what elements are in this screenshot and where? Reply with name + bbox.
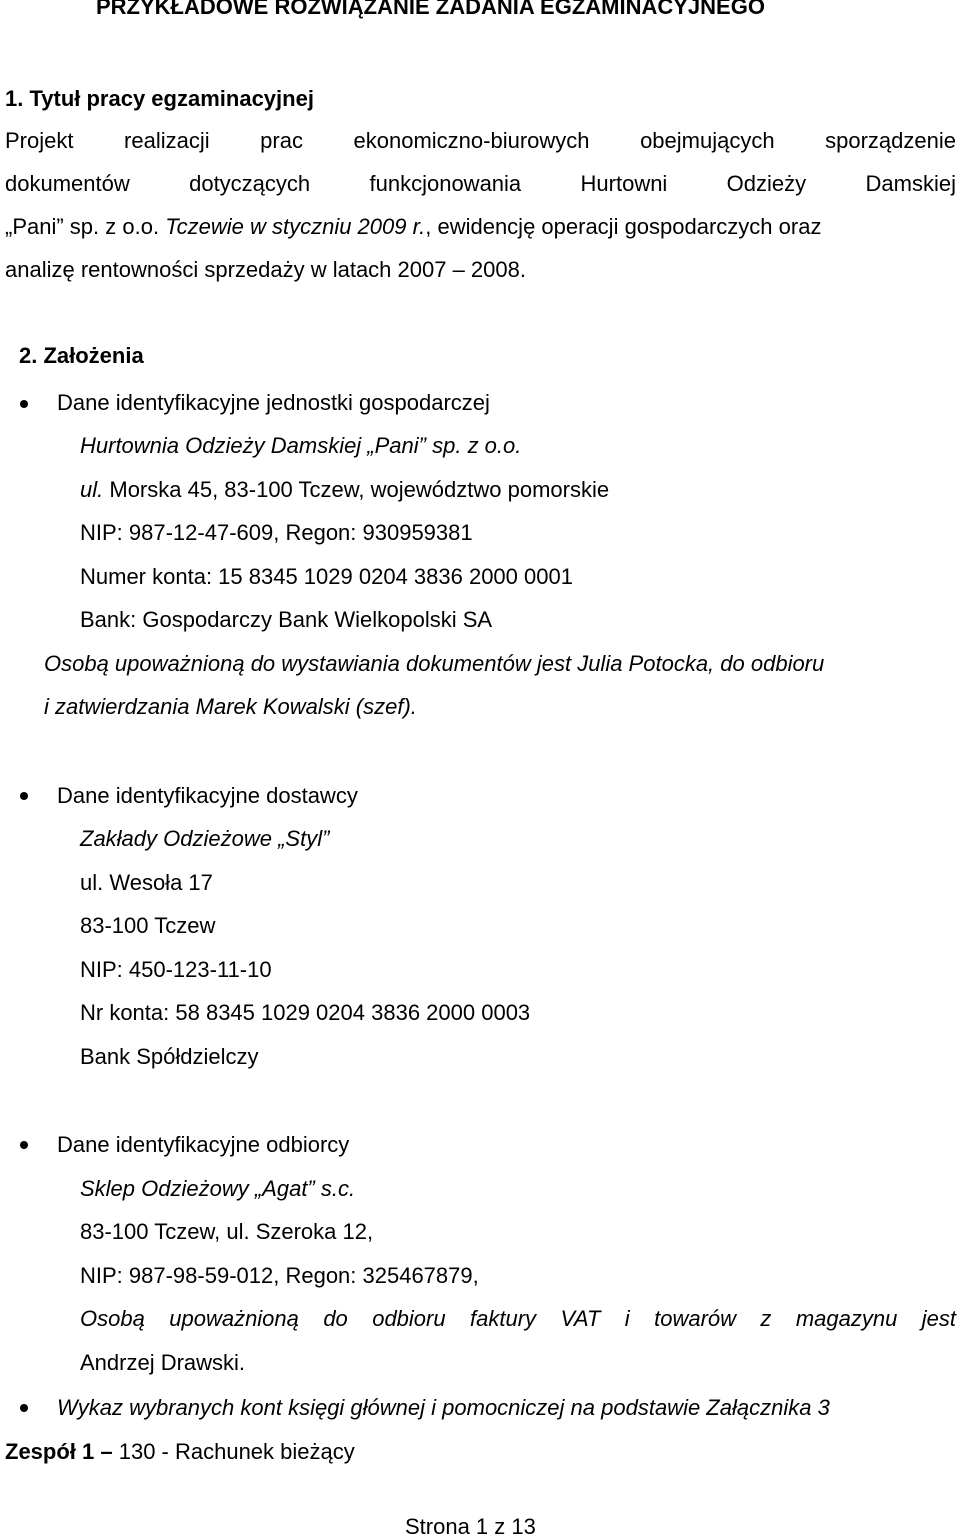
text-span: , ewidencję operacji gospodarczych oraz: [425, 214, 822, 239]
supplier-bank: Bank Spółdzielczy: [80, 1044, 259, 1069]
title-line-2: [5, 171, 956, 197]
word: Damskiej: [865, 171, 956, 196]
company-name: „Pani” sp. z o.o.: [5, 214, 160, 239]
supplier-nip: NIP: 450-123-11-10: [80, 957, 272, 982]
word: magazynu: [795, 1306, 898, 1331]
bullet: [20, 400, 28, 408]
supplier-account: Nr konta: 58 8345 1029 0204 3836 2000 0003: [80, 1000, 531, 1025]
word: dotyczących: [189, 171, 311, 196]
supplier-street: ul. Wesoła 17: [80, 870, 213, 895]
title-line-4: analizę rentowności sprzedaży w latach 2007 – 2008.: [5, 257, 526, 282]
buyer-nip: NIP: 987-98-59-012, Regon: 325467879,: [80, 1263, 479, 1288]
word: obejmujących: [640, 128, 775, 153]
buyer-title: Dane identyfikacyjne odbiorcy: [57, 1132, 350, 1157]
account-group: [5, 1439, 355, 1465]
buyer-authorized-1: [80, 1306, 956, 1332]
section-2-heading: 2. Założenia: [19, 343, 144, 368]
accounts-title: Wykaz wybranych kont księgi głównej i pomocniczej na podstawie Załącznika 3: [57, 1395, 830, 1420]
word: prac: [260, 128, 303, 153]
buyer-address: 83-100 Tczew, ul. Szeroka 12,: [80, 1219, 374, 1244]
word: realizacji: [124, 128, 210, 153]
title-line-3: [5, 214, 821, 240]
text-span: Morska 45, 83-100 Tczew, województwo pomorskie: [103, 477, 610, 502]
unit-account: Numer konta: 15 8345 1029 0204 3836 2000 0001: [80, 564, 573, 589]
group-value: 130 - Rachunek bieżący: [118, 1439, 355, 1464]
buyer-name: Sklep Odzieżowy „Agat” s.c.: [80, 1176, 356, 1201]
word: odbioru: [372, 1306, 446, 1331]
word: faktury: [470, 1306, 537, 1331]
unit-nip: NIP: 987-12-47-609, Regon: 930959381: [80, 520, 473, 545]
supplier-title: Dane identyfikacyjne dostawcy: [57, 783, 358, 808]
section-1-heading: 1. Tytuł pracy egzaminacyjnej: [5, 86, 314, 111]
title-line-1: [5, 128, 956, 154]
word: Hurtowni: [580, 171, 668, 196]
word: ekonomiczno-biurowych: [353, 128, 590, 153]
word: sporządzenie: [825, 128, 956, 153]
word: funkcjonowania: [369, 171, 522, 196]
group-label: Zespół 1 –: [5, 1439, 119, 1464]
word: upoważnioną: [169, 1306, 299, 1331]
word: Projekt: [5, 128, 74, 153]
word: do: [323, 1306, 348, 1331]
bullet: [20, 1141, 28, 1149]
word: Odzieży: [726, 171, 807, 196]
supplier-city: 83-100 Tczew: [80, 913, 216, 938]
unit-title: Dane identyfikacyjne jednostki gospodarczej: [57, 390, 490, 415]
word: jest: [921, 1306, 956, 1331]
unit-bank: Bank: Gospodarczy Bank Wielkopolski SA: [80, 607, 493, 632]
bullet: [20, 792, 28, 800]
text-span: ul.: [80, 477, 104, 502]
bullet: [20, 1404, 28, 1412]
unit-name: Hurtownia Odzieży Damskiej „Pani” sp. z o.o.: [80, 433, 522, 458]
page-header: PRZYKŁADOWE ROZWIĄZANIE ZADANIA EGZAMINACYJNEGO: [96, 0, 765, 19]
page-number: Strona 1 z 13: [405, 1514, 536, 1539]
buyer-authorized-2: Andrzej Drawski.: [80, 1350, 246, 1375]
unit-authorized-1: Osobą upoważnioną do wystawiania dokumentów jest Julia Potocka, do odbioru: [44, 651, 825, 676]
unit-address: [80, 477, 609, 503]
word: dokumentów: [5, 171, 130, 196]
unit-authorized-2: i zatwierdzania Marek Kowalski (szef).: [44, 694, 417, 719]
word: i: [624, 1306, 630, 1331]
location-date: Tczewie w styczniu 2009 r.: [159, 214, 426, 239]
word: VAT: [560, 1306, 601, 1331]
supplier-name: Zakłady Odzieżowe „Styl”: [80, 826, 330, 851]
word: Osobą: [80, 1306, 145, 1331]
word: towarów: [654, 1306, 737, 1331]
word: z: [760, 1306, 772, 1331]
